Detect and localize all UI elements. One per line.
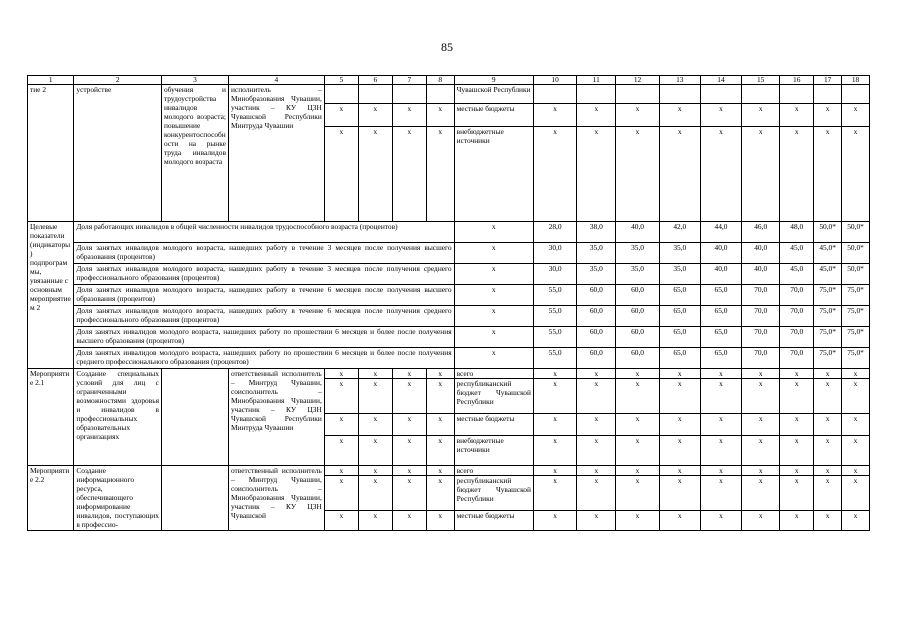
year-value: х — [533, 436, 576, 466]
indicator-value: 30,0 — [533, 243, 576, 264]
year-value: х — [616, 369, 659, 379]
year-value: х — [700, 466, 741, 476]
indicator-value: 35,0 — [577, 243, 616, 264]
code-cell: х — [426, 436, 454, 466]
column-number: 6 — [358, 76, 392, 85]
year-value: х — [616, 466, 659, 476]
indicator-text: Доля занятых инвалидов молодого возраста, нашедших работу в течение 3 месяцев после получения высшего образования (процентов) — [74, 243, 454, 264]
indicator-value: 70,0 — [742, 306, 780, 327]
code-cell: х — [324, 436, 358, 466]
indicator-value: 45,0 — [780, 243, 814, 264]
year-value: х — [616, 476, 659, 511]
indicator-value: 50,0* — [842, 222, 870, 243]
indicator-value: 65,0 — [700, 348, 741, 369]
year-value: х — [700, 436, 741, 466]
column-number: 5 — [324, 76, 358, 85]
year-value: х — [577, 511, 616, 531]
code-cell: х — [324, 466, 358, 476]
year-value: х — [700, 414, 741, 436]
indicator-value: 40,0 — [700, 243, 741, 264]
indicator-value: 75,0* — [814, 348, 842, 369]
indicator-code: х — [454, 222, 533, 243]
indicator-value: 35,0 — [616, 243, 659, 264]
year-value: х — [842, 476, 870, 511]
code-cell: х — [392, 436, 426, 466]
year-value: х — [780, 369, 814, 379]
year-value: х — [742, 511, 780, 531]
funding-source: всего — [454, 369, 533, 379]
indicator-row — [28, 327, 870, 348]
year-value: х — [742, 369, 780, 379]
indicator-value: 46,0 — [742, 222, 780, 243]
indicator-value: 75,0* — [814, 306, 842, 327]
column-number: 8 — [426, 76, 454, 85]
year-value: х — [533, 104, 576, 127]
year-value: х — [533, 511, 576, 531]
indicator-value: 50,0* — [842, 243, 870, 264]
code-cell: х — [358, 466, 392, 476]
year-value: х — [780, 414, 814, 436]
year-value: х — [616, 127, 659, 222]
year-value: х — [700, 104, 741, 127]
year-value: х — [577, 127, 616, 222]
year-value: х — [659, 379, 700, 414]
year-value: х — [700, 511, 741, 531]
column-number: 11 — [577, 76, 616, 85]
year-value — [700, 85, 741, 104]
code-cell: х — [426, 414, 454, 436]
year-value: х — [742, 104, 780, 127]
funding-source: местные бюджеты — [454, 414, 533, 436]
year-value: х — [742, 379, 780, 414]
indicator-value: 65,0 — [700, 285, 741, 306]
year-value: х — [577, 476, 616, 511]
year-value: х — [842, 466, 870, 476]
column-number: 10 — [533, 76, 576, 85]
indicator-value: 75,0* — [842, 327, 870, 348]
indicator-value: 75,0* — [814, 285, 842, 306]
code-cell: х — [358, 511, 392, 531]
code-cell: х — [392, 414, 426, 436]
year-value: х — [533, 466, 576, 476]
code-cell — [392, 85, 426, 104]
year-value: х — [659, 436, 700, 466]
year-value: х — [842, 511, 870, 531]
indicator-value: 60,0 — [577, 348, 616, 369]
indicator-value: 60,0 — [577, 306, 616, 327]
code-cell: х — [324, 379, 358, 414]
indicator-value: 60,0 — [577, 327, 616, 348]
column-number: 16 — [780, 76, 814, 85]
year-value: х — [814, 104, 842, 127]
code-cell: х — [324, 104, 358, 127]
column-number: 15 — [742, 76, 780, 85]
year-value — [842, 85, 870, 104]
year-value: х — [659, 127, 700, 222]
year-value: х — [780, 127, 814, 222]
program-table — [27, 75, 870, 531]
indicator-value: 75,0* — [842, 348, 870, 369]
indicator-value: 40,0 — [742, 243, 780, 264]
indicator-text: Доля занятых инвалидов молодого возраста, нашедших работу по прошествии 6 месяцев и более после получения среднего профессионального образования (процентов) — [74, 348, 454, 369]
year-value: х — [533, 476, 576, 511]
indicator-code: х — [454, 285, 533, 306]
year-value: х — [533, 127, 576, 222]
code-cell: х — [426, 466, 454, 476]
indicator-value: 45,0* — [814, 264, 842, 285]
code-cell: х — [392, 466, 426, 476]
year-value: х — [814, 414, 842, 436]
year-value: х — [577, 104, 616, 127]
measure-executors: ответственный исполнитель – Минтруд Чувашии, соисполнитель – Минобразования Чувашии, участник – КУ ЦЗН Чувашской Республики Минтруда Чувашии — [228, 369, 324, 466]
column-number: 12 — [616, 76, 659, 85]
year-value: х — [742, 414, 780, 436]
funding-source: местные бюджеты — [454, 511, 533, 531]
year-value: х — [842, 369, 870, 379]
funding-row — [28, 466, 870, 476]
indicator-value: 60,0 — [616, 327, 659, 348]
code-cell: х — [358, 104, 392, 127]
indicator-value: 70,0 — [742, 285, 780, 306]
indicator-value: 60,0 — [616, 285, 659, 306]
code-cell: х — [324, 414, 358, 436]
funding-row — [28, 369, 870, 379]
measure-purpose — [161, 369, 228, 466]
indicator-value: 40,0 — [700, 264, 741, 285]
code-cell: х — [392, 379, 426, 414]
column-number: 18 — [842, 76, 870, 85]
funding-source: местные бюджеты — [454, 104, 533, 127]
code-cell: х — [324, 369, 358, 379]
year-value: х — [616, 104, 659, 127]
indicator-value: 48,0 — [780, 222, 814, 243]
code-cell: х — [392, 104, 426, 127]
year-value: х — [616, 379, 659, 414]
code-cell: х — [426, 511, 454, 531]
indicator-code: х — [454, 327, 533, 348]
indicator-value: 65,0 — [659, 306, 700, 327]
year-value: х — [842, 104, 870, 127]
code-cell: х — [358, 127, 392, 222]
year-value: х — [700, 476, 741, 511]
code-cell: х — [426, 379, 454, 414]
indicator-row — [28, 222, 870, 243]
year-value: х — [577, 466, 616, 476]
indicator-value: 65,0 — [700, 327, 741, 348]
indicator-value: 55,0 — [533, 306, 576, 327]
column-number: 13 — [659, 76, 700, 85]
column-number: 7 — [392, 76, 426, 85]
indicator-value: 60,0 — [616, 348, 659, 369]
indicator-value: 70,0 — [742, 327, 780, 348]
funding-source: внебюджетные источники — [454, 127, 533, 222]
funding-source: республиканский бюджет Чувашской Республики — [454, 476, 533, 511]
year-value: х — [842, 127, 870, 222]
indicator-value: 44,0 — [700, 222, 741, 243]
indicator-text: Доля занятых инвалидов молодого возраста, нашедших работу в течение 6 месяцев после получения среднего профессионального образования (процентов) — [74, 306, 454, 327]
code-cell: х — [324, 511, 358, 531]
year-value: х — [780, 379, 814, 414]
year-value: х — [659, 414, 700, 436]
indicator-value: 28,0 — [533, 222, 576, 243]
column-number: 9 — [454, 76, 533, 85]
code-cell: х — [358, 476, 392, 511]
indicator-value: 55,0 — [533, 327, 576, 348]
column-number: 1 — [28, 76, 74, 85]
code-cell: х — [392, 476, 426, 511]
column-number: 3 — [161, 76, 228, 85]
indicator-code: х — [454, 264, 533, 285]
measure-executors: ответственный исполнитель – Минтруд Чувашии, соисполнитель – Минобразования Чувашии, участник – КУ ЦЗН Чувашской — [228, 466, 324, 531]
measure-description: Создание информационного ресурса, обеспечивающего информирование инвалидов, поступающих в профессио- — [74, 466, 162, 531]
code-cell: х — [426, 476, 454, 511]
year-value: х — [659, 369, 700, 379]
year-value: х — [780, 511, 814, 531]
indicator-value: 55,0 — [533, 285, 576, 306]
column-number: 14 — [700, 76, 741, 85]
year-value — [533, 85, 576, 104]
indicator-value: 70,0 — [780, 348, 814, 369]
year-value: х — [659, 104, 700, 127]
year-value: х — [577, 436, 616, 466]
year-value: х — [814, 436, 842, 466]
funding-row — [28, 85, 870, 104]
column-number-row — [28, 76, 870, 85]
code-cell: х — [392, 369, 426, 379]
year-value: х — [814, 369, 842, 379]
measure-executors: исполнитель – Минобразования Чувашии, участник – КУ ЦЗН Чувашской Республики Минтруда Чувашии — [228, 85, 324, 222]
indicator-value: 65,0 — [659, 285, 700, 306]
column-number: 2 — [74, 76, 162, 85]
year-value — [780, 85, 814, 104]
year-value: х — [814, 511, 842, 531]
year-value: х — [700, 127, 741, 222]
year-value — [577, 85, 616, 104]
indicator-value: 35,0 — [659, 264, 700, 285]
indicator-value: 75,0* — [842, 285, 870, 306]
indicator-text: Доля занятых инвалидов молодого возраста, нашедших работу в течение 3 месяцев после получения среднего профессионального образования (процентов) — [74, 264, 454, 285]
code-cell: х — [392, 511, 426, 531]
year-value: х — [616, 436, 659, 466]
code-cell: х — [426, 127, 454, 222]
indicator-value: 35,0 — [659, 243, 700, 264]
year-value: х — [742, 476, 780, 511]
indicator-text: Доля занятых инвалидов молодого возраста, нашедших работу по прошествии 6 месяцев и более после получения высшего образования (процентов) — [74, 327, 454, 348]
year-value — [742, 85, 780, 104]
code-cell — [358, 85, 392, 104]
year-value: х — [814, 466, 842, 476]
funding-source: всего — [454, 466, 533, 476]
year-value: х — [742, 466, 780, 476]
code-cell: х — [358, 436, 392, 466]
indicator-value: 75,0* — [842, 306, 870, 327]
indicator-value: 75,0* — [814, 327, 842, 348]
year-value: х — [659, 466, 700, 476]
code-cell: х — [358, 379, 392, 414]
year-value: х — [814, 127, 842, 222]
year-value — [659, 85, 700, 104]
indicator-value: 60,0 — [616, 306, 659, 327]
code-cell: х — [358, 414, 392, 436]
measure-purpose — [161, 466, 228, 531]
indicator-value: 60,0 — [577, 285, 616, 306]
indicator-value: 45,0 — [780, 264, 814, 285]
indicator-value: 65,0 — [700, 306, 741, 327]
code-cell: х — [358, 369, 392, 379]
measure-title: Мероприятие 2.1 — [28, 369, 74, 466]
code-cell — [324, 85, 358, 104]
code-cell: х — [426, 369, 454, 379]
indicator-value: 55,0 — [533, 348, 576, 369]
year-value: х — [780, 476, 814, 511]
indicator-row — [28, 285, 870, 306]
year-value — [814, 85, 842, 104]
code-cell: х — [324, 476, 358, 511]
year-value — [616, 85, 659, 104]
indicator-text: Доля занятых инвалидов молодого возраста, нашедших работу в течение 6 месяцев после получения высшего образования (процентов) — [74, 285, 454, 306]
column-number: 4 — [228, 76, 324, 85]
code-cell — [426, 85, 454, 104]
measure-description: Создание специальных условий для лиц с ограниченными возможностями здоровья и инвалидов в профессиональных образовательных организациях — [74, 369, 162, 466]
indicators-label: Целевые показатели (индикаторы) подпрограммы, увязанные с основным мероприятием 2 — [28, 222, 74, 369]
funding-source: Чувашской Республики — [454, 85, 533, 104]
year-value: х — [659, 511, 700, 531]
code-cell: х — [392, 127, 426, 222]
year-value: х — [842, 414, 870, 436]
year-value: х — [780, 436, 814, 466]
year-value: х — [814, 379, 842, 414]
year-value: х — [533, 379, 576, 414]
year-value: х — [780, 466, 814, 476]
indicator-row — [28, 306, 870, 327]
year-value: х — [616, 414, 659, 436]
year-value: х — [814, 476, 842, 511]
indicator-value: 40,0 — [742, 264, 780, 285]
year-value: х — [533, 414, 576, 436]
indicator-row — [28, 243, 870, 264]
indicator-value: 65,0 — [659, 327, 700, 348]
column-number: 17 — [814, 76, 842, 85]
measure-description: устройстве — [74, 85, 162, 222]
code-cell: х — [324, 127, 358, 222]
year-value: х — [700, 379, 741, 414]
funding-source: республиканский бюджет Чувашской Республики — [454, 379, 533, 414]
indicator-value: 45,0* — [814, 243, 842, 264]
indicator-code: х — [454, 348, 533, 369]
indicator-text: Доля работающих инвалидов в общей численности инвалидов трудоспособного возраста (процентов) — [74, 222, 454, 243]
indicator-value: 70,0 — [742, 348, 780, 369]
indicator-value: 65,0 — [659, 348, 700, 369]
year-value: х — [616, 511, 659, 531]
year-value: х — [577, 369, 616, 379]
year-value: х — [577, 414, 616, 436]
year-value: х — [577, 379, 616, 414]
year-value: х — [842, 379, 870, 414]
funding-source: внебюджетные источники — [454, 436, 533, 466]
indicator-value: 42,0 — [659, 222, 700, 243]
indicator-value: 70,0 — [780, 327, 814, 348]
page-number: 85 — [441, 40, 453, 54]
measure-title: Мероприятие 2.2 — [28, 466, 74, 531]
indicator-value: 50,0* — [814, 222, 842, 243]
indicator-row — [28, 264, 870, 285]
year-value: х — [780, 104, 814, 127]
indicator-code: х — [454, 243, 533, 264]
year-value: х — [700, 369, 741, 379]
indicator-value: 35,0 — [616, 264, 659, 285]
indicator-value: 50,0* — [842, 264, 870, 285]
year-value: х — [659, 476, 700, 511]
indicator-value: 30,0 — [533, 264, 576, 285]
year-value: х — [742, 436, 780, 466]
indicator-value: 40,0 — [616, 222, 659, 243]
indicator-value: 38,0 — [577, 222, 616, 243]
measure-title: тие 2 — [28, 85, 74, 222]
year-value: х — [533, 369, 576, 379]
indicator-code: х — [454, 306, 533, 327]
code-cell: х — [426, 104, 454, 127]
indicator-value: 70,0 — [780, 306, 814, 327]
indicator-row — [28, 348, 870, 369]
year-value: х — [842, 436, 870, 466]
year-value: х — [742, 127, 780, 222]
indicator-value: 70,0 — [780, 285, 814, 306]
measure-purpose: обучения и трудоустройства инвалидов молодого возраста; повышение конкурентоспособности на рынке труда инвалидов молодого возраста — [161, 85, 228, 222]
indicator-value: 35,0 — [577, 264, 616, 285]
